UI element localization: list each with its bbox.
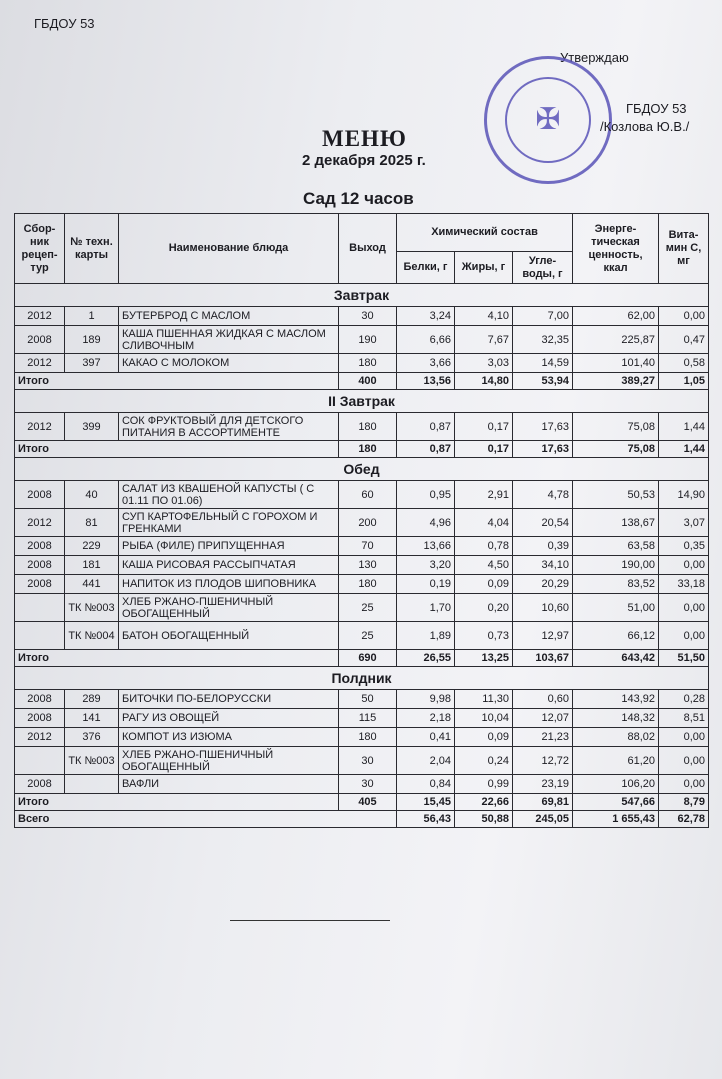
- menu-table: [14, 213, 709, 828]
- protein-value: 2,18: [397, 709, 455, 728]
- tech-card: 441: [65, 575, 119, 594]
- tech-card: ТК №004: [65, 622, 119, 650]
- total-label: Итого: [15, 441, 339, 458]
- menu-subtitle: Сад 12 часов: [303, 189, 414, 208]
- tech-card: [65, 775, 119, 794]
- fat-value: 4,50: [455, 556, 513, 575]
- energy-value: 61,20: [573, 747, 659, 775]
- section-row: [15, 667, 709, 690]
- dish-output: 30: [339, 747, 397, 775]
- tech-card: 141: [65, 709, 119, 728]
- menu-item-row: [15, 575, 709, 594]
- menu-item-row: [15, 556, 709, 575]
- total-output: 405: [339, 794, 397, 811]
- dish-name: РАГУ ИЗ ОВОЩЕЙ: [119, 709, 339, 728]
- org-name: ГБДОУ 53: [34, 16, 95, 31]
- protein-value: 1,70: [397, 594, 455, 622]
- section-title: Обед: [15, 458, 709, 481]
- recipe-collection: [15, 622, 65, 650]
- dish-name: БУТЕРБРОД С МАСЛОМ: [119, 307, 339, 326]
- menu-item-row: [15, 307, 709, 326]
- carbs-value: 0,60: [513, 690, 573, 709]
- fat-value: 7,67: [455, 326, 513, 354]
- protein-value: 9,98: [397, 690, 455, 709]
- tech-card: 376: [65, 728, 119, 747]
- recipe-collection: 2012: [15, 413, 65, 441]
- dish-output: 25: [339, 622, 397, 650]
- vitamin-value: 0,58: [659, 354, 709, 373]
- grand-total-carbs: 245,05: [513, 811, 573, 828]
- protein-value: 3,66: [397, 354, 455, 373]
- vitamin-value: 8,51: [659, 709, 709, 728]
- total-output: 400: [339, 373, 397, 390]
- total-energy: 75,08: [573, 441, 659, 458]
- total-energy: 643,42: [573, 650, 659, 667]
- menu-item-row: [15, 622, 709, 650]
- recipe-collection: 2008: [15, 690, 65, 709]
- protein-value: 13,66: [397, 537, 455, 556]
- vitamin-value: 0,00: [659, 307, 709, 326]
- col-output: Выход: [339, 214, 397, 284]
- vitamin-value: 3,07: [659, 509, 709, 537]
- fat-value: 2,91: [455, 481, 513, 509]
- fat-value: 0,09: [455, 728, 513, 747]
- tech-card: 1: [65, 307, 119, 326]
- col-dish: Наименование блюда: [119, 214, 339, 284]
- total-vitamin: 51,50: [659, 650, 709, 667]
- vitamin-value: 0,00: [659, 728, 709, 747]
- total-row: [15, 373, 709, 390]
- energy-value: 83,52: [573, 575, 659, 594]
- energy-value: 66,12: [573, 622, 659, 650]
- dish-output: 190: [339, 326, 397, 354]
- protein-value: 6,66: [397, 326, 455, 354]
- carbs-value: 20,29: [513, 575, 573, 594]
- total-label: Итого: [15, 373, 339, 390]
- dish-name: КАКАО С МОЛОКОМ: [119, 354, 339, 373]
- dish-output: 30: [339, 307, 397, 326]
- tech-card: 229: [65, 537, 119, 556]
- energy-value: 138,67: [573, 509, 659, 537]
- total-row: [15, 441, 709, 458]
- total-protein: 0,87: [397, 441, 455, 458]
- vitamin-value: 14,90: [659, 481, 709, 509]
- section-title: Завтрак: [15, 284, 709, 307]
- recipe-collection: 2008: [15, 326, 65, 354]
- carbs-value: 17,63: [513, 413, 573, 441]
- dish-name: ХЛЕБ РЖАНО-ПШЕНИЧНЫЙ ОБОГАЩЕННЫЙ: [119, 747, 339, 775]
- tech-card: 397: [65, 354, 119, 373]
- seal-stamp-icon: ✠: [484, 56, 612, 184]
- carbs-value: 12,72: [513, 747, 573, 775]
- fat-value: 0,09: [455, 575, 513, 594]
- dish-name: СОК ФРУКТОВЫЙ ДЛЯ ДЕТСКОГО ПИТАНИЯ В АССОРТИМЕНТЕ: [119, 413, 339, 441]
- tech-card: ТК №003: [65, 747, 119, 775]
- recipe-collection: [15, 594, 65, 622]
- menu-item-row: [15, 509, 709, 537]
- carbs-value: 12,97: [513, 622, 573, 650]
- total-fat: 14,80: [455, 373, 513, 390]
- col-vitamin: Вита-мин С, мг: [659, 214, 709, 284]
- protein-value: 1,89: [397, 622, 455, 650]
- menu-body: [15, 284, 709, 828]
- total-protein: 13,56: [397, 373, 455, 390]
- carbs-value: 4,78: [513, 481, 573, 509]
- dish-output: 60: [339, 481, 397, 509]
- dish-output: 30: [339, 775, 397, 794]
- energy-value: 225,87: [573, 326, 659, 354]
- section-row: [15, 390, 709, 413]
- col-carbs: Угле-воды, г: [513, 252, 573, 284]
- dish-output: 50: [339, 690, 397, 709]
- vitamin-value: 0,00: [659, 747, 709, 775]
- recipe-collection: 2012: [15, 307, 65, 326]
- vitamin-value: 0,47: [659, 326, 709, 354]
- approve-org: ГБДОУ 53: [626, 101, 687, 116]
- carbs-value: 34,10: [513, 556, 573, 575]
- dish-output: 130: [339, 556, 397, 575]
- total-output: 180: [339, 441, 397, 458]
- section-title: II Завтрак: [15, 390, 709, 413]
- recipe-collection: 2008: [15, 575, 65, 594]
- menu-item-row: [15, 690, 709, 709]
- protein-value: 3,24: [397, 307, 455, 326]
- recipe-collection: 2008: [15, 537, 65, 556]
- menu-item-row: [15, 326, 709, 354]
- recipe-collection: 2012: [15, 728, 65, 747]
- energy-value: 190,00: [573, 556, 659, 575]
- dish-output: 180: [339, 575, 397, 594]
- total-vitamin: 8,79: [659, 794, 709, 811]
- vitamin-value: 0,35: [659, 537, 709, 556]
- menu-item-row: [15, 481, 709, 509]
- grand-total-label: Всего: [15, 811, 397, 828]
- section-row: [15, 458, 709, 481]
- tech-card: 40: [65, 481, 119, 509]
- recipe-collection: 2008: [15, 775, 65, 794]
- vitamin-value: 0,28: [659, 690, 709, 709]
- protein-value: 3,20: [397, 556, 455, 575]
- fat-value: 4,04: [455, 509, 513, 537]
- col-collection: Сбор-ник рецеп-тур: [15, 214, 65, 284]
- total-label: Итого: [15, 794, 339, 811]
- menu-date: 2 декабря 2025 г.: [302, 152, 426, 169]
- fat-value: 0,20: [455, 594, 513, 622]
- total-energy: 547,66: [573, 794, 659, 811]
- dish-name: САЛАТ ИЗ КВАШЕНОЙ КАПУСТЫ ( С 01.11 ПО 01.06): [119, 481, 339, 509]
- dish-name: БИТОЧКИ ПО-БЕЛОРУССКИ: [119, 690, 339, 709]
- protein-value: 4,96: [397, 509, 455, 537]
- vitamin-value: 0,00: [659, 622, 709, 650]
- carbs-value: 7,00: [513, 307, 573, 326]
- col-energy: Энерге-тическая ценность, ккал: [573, 214, 659, 284]
- menu-item-row: [15, 413, 709, 441]
- fat-value: 0,99: [455, 775, 513, 794]
- approve-name: /Козлова Ю.В./: [600, 119, 690, 134]
- total-vitamin: 1,05: [659, 373, 709, 390]
- dish-name: СУП КАРТОФЕЛЬНЫЙ С ГОРОХОМ И ГРЕНКАМИ: [119, 509, 339, 537]
- total-vitamin: 1,44: [659, 441, 709, 458]
- fat-value: 0,78: [455, 537, 513, 556]
- dish-output: 200: [339, 509, 397, 537]
- menu-item-row: [15, 354, 709, 373]
- tech-card: 181: [65, 556, 119, 575]
- dish-output: 25: [339, 594, 397, 622]
- grand-total-energy: 1 655,43: [573, 811, 659, 828]
- recipe-collection: 2008: [15, 556, 65, 575]
- total-carbs: 69,81: [513, 794, 573, 811]
- col-fat: Жиры, г: [455, 252, 513, 284]
- fat-value: 0,24: [455, 747, 513, 775]
- total-carbs: 17,63: [513, 441, 573, 458]
- recipe-collection: 2012: [15, 509, 65, 537]
- carbs-value: 0,39: [513, 537, 573, 556]
- total-row: [15, 794, 709, 811]
- grand-total-fat: 50,88: [455, 811, 513, 828]
- menu-item-row: [15, 594, 709, 622]
- carbs-value: 14,59: [513, 354, 573, 373]
- carbs-value: 21,23: [513, 728, 573, 747]
- page-title: МЕНЮ: [322, 126, 407, 151]
- protein-value: 0,19: [397, 575, 455, 594]
- carbs-value: 20,54: [513, 509, 573, 537]
- approve-label: Утверждаю: [560, 50, 629, 65]
- tech-card: 399: [65, 413, 119, 441]
- section-row: [15, 284, 709, 307]
- energy-value: 50,53: [573, 481, 659, 509]
- dish-output: 180: [339, 354, 397, 373]
- grand-total-vitamin: 62,78: [659, 811, 709, 828]
- protein-value: 2,04: [397, 747, 455, 775]
- dish-name: КОМПОТ ИЗ ИЗЮМА: [119, 728, 339, 747]
- recipe-collection: 2008: [15, 709, 65, 728]
- total-row: [15, 650, 709, 667]
- total-fat: 22,66: [455, 794, 513, 811]
- tech-card: ТК №003: [65, 594, 119, 622]
- menu-item-row: [15, 728, 709, 747]
- total-fat: 0,17: [455, 441, 513, 458]
- tech-card: 81: [65, 509, 119, 537]
- section-title: Полдник: [15, 667, 709, 690]
- energy-value: 62,00: [573, 307, 659, 326]
- dish-name: КАША ПШЕННАЯ ЖИДКАЯ С МАСЛОМ СЛИВОЧНЫМ: [119, 326, 339, 354]
- carbs-value: 23,19: [513, 775, 573, 794]
- col-protein: Белки, г: [397, 252, 455, 284]
- grand-total-protein: 56,43: [397, 811, 455, 828]
- total-fat: 13,25: [455, 650, 513, 667]
- fat-value: 0,17: [455, 413, 513, 441]
- dish-output: 180: [339, 413, 397, 441]
- dish-name: РЫБА (ФИЛЕ) ПРИПУЩЕННАЯ: [119, 537, 339, 556]
- energy-value: 88,02: [573, 728, 659, 747]
- tech-card: 289: [65, 690, 119, 709]
- fat-value: 10,04: [455, 709, 513, 728]
- protein-value: 0,87: [397, 413, 455, 441]
- total-energy: 389,27: [573, 373, 659, 390]
- signature-line: [230, 920, 390, 921]
- menu-item-row: [15, 747, 709, 775]
- menu-item-row: [15, 537, 709, 556]
- fat-value: 11,30: [455, 690, 513, 709]
- recipe-collection: 2008: [15, 481, 65, 509]
- fat-value: 0,73: [455, 622, 513, 650]
- dish-name: НАПИТОК ИЗ ПЛОДОВ ШИПОВНИКА: [119, 575, 339, 594]
- dish-name: ХЛЕБ РЖАНО-ПШЕНИЧНЫЙ ОБОГАЩЕННЫЙ: [119, 594, 339, 622]
- energy-value: 63,58: [573, 537, 659, 556]
- protein-value: 0,95: [397, 481, 455, 509]
- energy-value: 51,00: [573, 594, 659, 622]
- total-label: Итого: [15, 650, 339, 667]
- grand-total-row: [15, 811, 709, 828]
- fat-value: 3,03: [455, 354, 513, 373]
- dish-name: КАША РИСОВАЯ РАССЫПЧАТАЯ: [119, 556, 339, 575]
- menu-item-row: [15, 709, 709, 728]
- energy-value: 75,08: [573, 413, 659, 441]
- col-chem: Химический состав: [397, 214, 573, 252]
- vitamin-value: 33,18: [659, 575, 709, 594]
- total-carbs: 53,94: [513, 373, 573, 390]
- carbs-value: 12,07: [513, 709, 573, 728]
- protein-value: 0,84: [397, 775, 455, 794]
- energy-value: 148,32: [573, 709, 659, 728]
- total-protein: 15,45: [397, 794, 455, 811]
- total-protein: 26,55: [397, 650, 455, 667]
- protein-value: 0,41: [397, 728, 455, 747]
- dish-name: ВАФЛИ: [119, 775, 339, 794]
- carbs-value: 10,60: [513, 594, 573, 622]
- energy-value: 106,20: [573, 775, 659, 794]
- carbs-value: 32,35: [513, 326, 573, 354]
- dish-name: БАТОН ОБОГАЩЕННЫЙ: [119, 622, 339, 650]
- total-output: 690: [339, 650, 397, 667]
- col-card: № техн. карты: [65, 214, 119, 284]
- energy-value: 101,40: [573, 354, 659, 373]
- vitamin-value: 1,44: [659, 413, 709, 441]
- dish-output: 70: [339, 537, 397, 556]
- recipe-collection: [15, 747, 65, 775]
- vitamin-value: 0,00: [659, 556, 709, 575]
- dish-output: 115: [339, 709, 397, 728]
- fat-value: 4,10: [455, 307, 513, 326]
- menu-item-row: [15, 775, 709, 794]
- recipe-collection: 2012: [15, 354, 65, 373]
- dish-output: 180: [339, 728, 397, 747]
- total-carbs: 103,67: [513, 650, 573, 667]
- tech-card: 189: [65, 326, 119, 354]
- vitamin-value: 0,00: [659, 594, 709, 622]
- energy-value: 143,92: [573, 690, 659, 709]
- vitamin-value: 0,00: [659, 775, 709, 794]
